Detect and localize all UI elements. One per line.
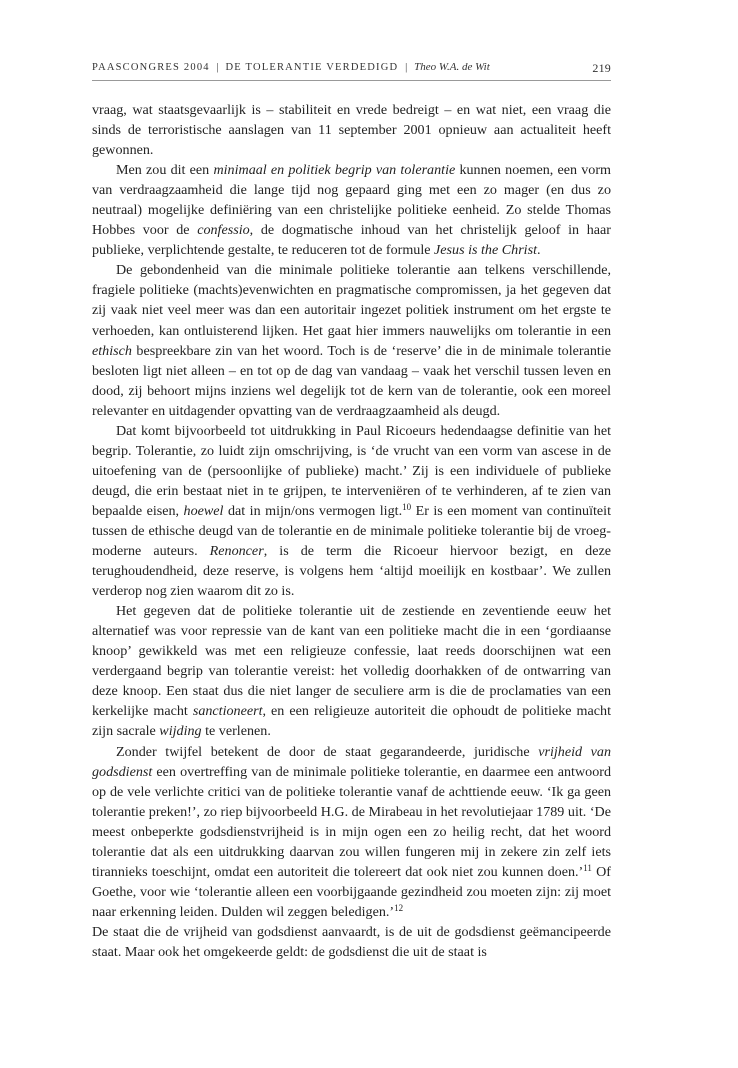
running-head xyxy=(92,62,490,73)
text-run: Of Goethe, voor wie ‘tolerantie alleen een voorbijgaande gezindheid zou moeten zijn: zij moet naar erkenning leiden. Dulden wil zeggen beledigen.’ xyxy=(92,863,611,920)
emphasis-text: sanctioneert xyxy=(192,703,263,720)
congress-title: PAASCONGRES 2004 xyxy=(92,62,210,73)
header-rule xyxy=(92,80,611,81)
text-run: kunnen noemen, een vorm van verdraagzaamheid die lange tijd nog gepaard ging met een zo mager (en dus zo neutraal) mogelijke definiëring van een christelijke politieke eenheid. Zo stelde Thomas Hobbes voor de xyxy=(92,162,612,239)
emphasis-text: confessio xyxy=(197,222,250,239)
paragraph xyxy=(92,742,611,922)
running-header xyxy=(92,61,611,73)
footnote-ref: 12 xyxy=(394,902,404,913)
paragraph xyxy=(92,260,611,420)
emphasis-text: Renoncer xyxy=(209,543,264,560)
text-run: te verlenen. xyxy=(201,723,271,740)
text-run: , de dogmatische inhoud van het christelijk geloof in haar publieke, verplichtende gestalte, te reduceren tot de formule xyxy=(92,222,612,259)
text-run: , en een religieuze autoriteit die ophoudt de politieke macht zijn sacrale xyxy=(92,703,611,740)
footnote-ref: 11 xyxy=(583,862,592,873)
emphasis-text: minimaal en politiek begrip van tolerantie xyxy=(213,162,456,179)
paragraph xyxy=(92,100,611,160)
text-run: Het gegeven dat de politieke tolerantie uit de zestiende en zeventiende eeuw het alternatief was voor repressie van de kant van een politieke macht die in een ‘gordiaanse knoop’ gewikkeld was met een religieuze confessie, laat reeds doorschijnen wat een verdergaand begrip van tolerantie vereist: het volledig doorhakken of de ontwarring van deze knoop. Een staat dus die niet langer de seculiere arm is die de proclamaties van een kerkelijke macht xyxy=(92,603,611,720)
footnote-ref: 10 xyxy=(402,501,412,512)
emphasis-text: ethisch xyxy=(92,342,132,359)
text-run: Men zou dit een xyxy=(116,162,214,179)
header-separator: | xyxy=(405,62,408,73)
emphasis-text: Jesus is the Christ xyxy=(434,242,537,259)
text-run: , is de term die Ricoeur hiervoor bezigt, en deze terughoudendheid, deze reserve, is volgens hem ‘altijd moeilijk en kostbaar’. We zullen verderop nog zien waarom dit zo is. xyxy=(92,543,612,600)
paragraph xyxy=(92,922,611,962)
text-run: Er is een moment van continuïteit tussen de ethische deugd van de tolerantie en de minimale politieke tolerantie bij de vroeg-moderne auteurs. xyxy=(92,502,612,560)
text-run: Dat komt bijvoorbeeld tot uitdrukking in Paul Ricoeurs hedendaagse definitie van het begrip. Tolerantie, zo luidt zijn omschrijving, is ‘de vrucht van een vorm van ascese in de uitoefening van de (persoonlijke of publieke) macht.’ Zij is een individuele of publieke deugd, die erin bestaat niet in te grijpen, te interveniëren of te verhinderen, af te zien van bepaalde eisen, xyxy=(92,422,611,519)
text-run: De staat die de vrijheid van godsdienst aanvaardt, is de uit de godsdienst geëmancipeerde staat. Maar ook het omgekeerde geldt: de godsdienst die uit de staat is xyxy=(92,923,611,960)
text-run: . xyxy=(537,242,541,259)
paragraph xyxy=(92,160,611,260)
header-separator: | xyxy=(216,62,219,73)
emphasis-text: wijding xyxy=(159,723,202,740)
emphasis-text: hoewel xyxy=(183,502,224,519)
section-title: DE TOLERANTIE VERDEDIGD xyxy=(225,62,399,73)
text-run: dat in mijn/ons vermogen ligt. xyxy=(223,502,403,519)
text-run: vraag, wat staatsgevaarlijk is – stabiliteit en vrede bedreigt – en wat niet, een vraag die sinds de terroristische aanslagen van 11 september 2001 opnieuw aan actualiteit heeft gewonnen. xyxy=(92,102,611,159)
text-run: een overtreffing van de minimale politieke tolerantie, en daarmee een antwoord op de vele verlichte critici van de politieke tolerantie vanaf de achttiende eeuw. ‘Ik ga geen tolerantie preken!’, zo riep bijvoorbeeld H.G. de Mirabeau in het revolutiejaar 1789 uit. ‘De meest onbeperkte godsdienstvrijheid is in mijn ogen een zo heilig recht, dat het woord tolerantie dat als een uitdrukking daarvan zou willen fungeren mij in zekere zin zelf iets tirannieks toeschijnt, omdat een autoriteit die tolereert dat ook niet zou kunnen doen.’ xyxy=(92,763,611,880)
emphasis-text: vrijheid van godsdienst xyxy=(92,743,611,780)
text-run: De gebondenheid van die minimale politieke tolerantie aan telkens verschillende, fragiele politieke (machts)evenwichten en pragmatische compromissen, ja het gegeven dat zij vaak niet veel meer was dan een autoritair ingezet politiek instrument om het ergste te verhoeden, kan ontluisterend lijken. Het gaat hier immers nauwelijks om tolerantie in een xyxy=(92,262,611,339)
body-text xyxy=(92,100,611,962)
paragraph xyxy=(92,421,611,601)
author-name: Theo W.A. de Wit xyxy=(414,61,490,73)
paragraph xyxy=(92,601,611,741)
text-run: bespreekbare zin van het woord. Toch is de ‘reserve’ die in de minimale tolerantie besloten ligt niet alleen – en tot op de dag van vandaag – vaak het verschil tussen leven en dood, zij behoort mijns inziens wel degelijk tot de kern van de tolerantie, ook een moreel relevanter en uitdagender opvatting van de verdraagzaamheid als deugd. xyxy=(92,342,611,419)
page-number: 219 xyxy=(592,61,611,75)
text-run: Zonder twijfel betekent de door de staat gegarandeerde, juridische xyxy=(116,743,539,760)
